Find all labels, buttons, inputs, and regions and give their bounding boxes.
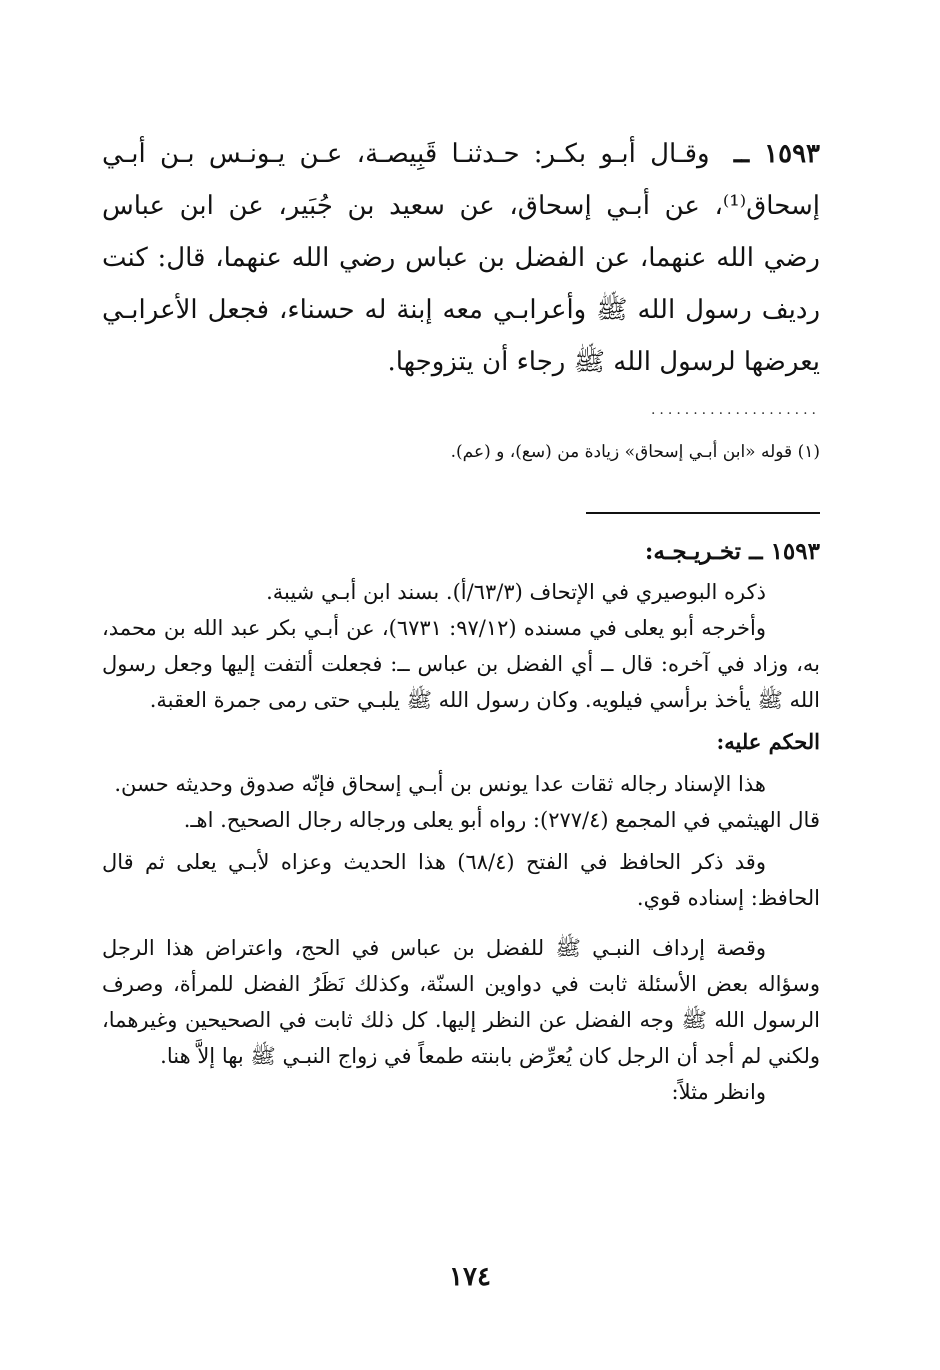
hadith-body: وقـال أبـو بكـر: حـدثنـا قَبِيصـة، عـن يـونـس بـن أبـي إسحاق⁽¹⁾، عن أبـي إسحاق، عن سعيد بن جُبَير، عن ابن عباس رضي الله عنهما، عن الفضل بن عباس رضي الله عنهما، قال: كنت رديف رسول الله ﷺ وأعرابـي معه إبنة له حسناء، فجعل الأعرابـي يعرضها لرسول الله ﷺ رجاء أن يتزوجها. xyxy=(102,139,820,377)
footnote: (١) قوله «ابن أبـي إسحاق» زيادة من (سع)، و (عم). xyxy=(450,442,820,462)
ruling-paragraph-1: هذا الإسناد رجاله ثقات عدا يونس بن أبـي إسحاق فإنّه صدوق وحديثه حسن. xyxy=(114,772,766,796)
takhrij-paragraph-1: ذكره البوصيري في الإتحاف (٦٣/٣/أ). بسند ابن أبـي شيبة. xyxy=(266,580,766,604)
see-also-line: وانظر مثلاً: xyxy=(671,1080,766,1104)
hadith-text xyxy=(102,128,820,388)
ruling-paragraph-3: وقد ذكر الحافظ في الفتح (٦٨/٤) هذا الحديث وعزاه لأبـي يعلى ثم قال الحافظ: إسناده قوي. xyxy=(102,850,820,910)
hadith-block xyxy=(102,128,820,388)
takhrij-paragraph-2: وأخرجه أبو يعلى في مسنده (٩٧/١٢: ٦٧٣١)، عن أبـي بكر عبد الله بن محمد، به، وزاد في آخره: قال ــ أي الفضل بن عباس ــ: فجعلت ألتفت إليها وجعل رسول الله ﷺ يأخذ برأسي فيلويه. وكان رسول الله ﷺ يلبـي حتى رمى جمرة العقبة. xyxy=(102,616,820,712)
page-number: ١٧٤ xyxy=(449,1262,491,1292)
ruling-heading: الحكم عليه: xyxy=(716,729,820,754)
section-divider xyxy=(586,512,820,514)
story-paragraph: وقصة إرداف النبـي ﷺ للفضل بن عباس في الحج، واعتراض هذا الرجل وسؤاله بعض الأسئلة ثابت في دواوين السنّة، وكذلك نَظَرُ الفضل للمرأة، وصرف الرسول الله ﷺ وجه الفضل عن النظر إليها. كل ذلك ثابت في الصحيحين وغيرهما، ولكني لم أجد أن الرجل كان يُعرِّض بابنته طمعاً في زواج النبـي ﷺ بها إلاَّ هنا. xyxy=(102,936,820,1068)
ruling-paragraph-2: قال الهيثمي في المجمع (٢٧٧/٤): رواه أبو يعلى ورجاله رجال الصحيح. اهـ. xyxy=(183,808,820,832)
footnote-separator: .................... xyxy=(650,402,820,418)
takhrij-section xyxy=(102,534,820,1110)
hadith-number: ١٥٩٣ ــ xyxy=(733,139,820,169)
takhrij-heading: ١٥٩٣ ــ تخـريـجـه: xyxy=(644,538,820,565)
